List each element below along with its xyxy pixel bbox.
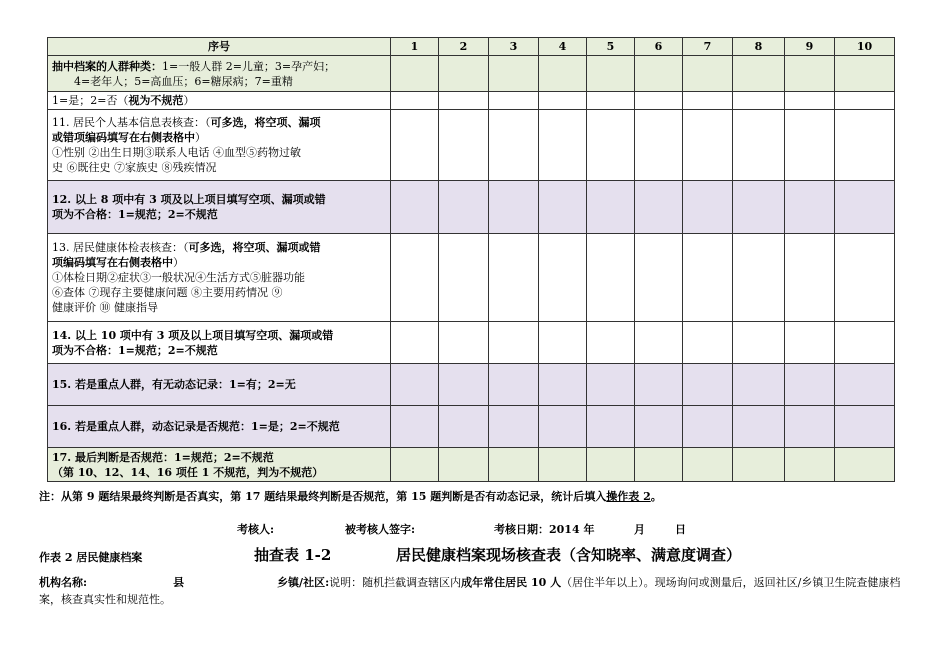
answer-cell-8[interactable] (733, 322, 785, 364)
answer-cell-8[interactable] (733, 181, 785, 234)
answer-cell-3[interactable] (489, 110, 539, 181)
col-header-9: 9 (785, 38, 835, 56)
question-text: 1=一般人群 2=儿童；3=孕产妇； (162, 59, 336, 73)
answer-cell-10[interactable] (835, 56, 895, 92)
answer-cell-5[interactable] (587, 92, 635, 110)
table-row (48, 322, 895, 364)
answer-cell-9[interactable] (785, 92, 835, 110)
question-text: 项编码填写在右侧表格中 (52, 256, 173, 269)
question-text: 17. 最后判断是否规范：1=规范；2=不规范 (52, 450, 274, 464)
answer-cell-4[interactable] (539, 406, 587, 448)
row-question (48, 56, 391, 92)
answer-cell-5[interactable] (587, 181, 635, 234)
row-question (48, 322, 391, 364)
answer-cell-1[interactable] (391, 364, 439, 406)
table-row (48, 92, 895, 110)
answer-cell-6[interactable] (635, 322, 683, 364)
answer-cell-7[interactable] (683, 406, 733, 448)
town-label: 乡镇/社区: (277, 576, 330, 589)
question-line (52, 377, 386, 392)
answer-cell-3[interactable] (489, 406, 539, 448)
question-text: 项为不合格：1=规范；2=不规范 (52, 343, 218, 357)
question-line (52, 130, 386, 145)
answer-cell-1[interactable] (391, 92, 439, 110)
answer-cell-8[interactable] (733, 110, 785, 181)
answer-cell-2[interactable] (439, 406, 489, 448)
answer-cell-1[interactable] (391, 448, 439, 482)
answer-cell-2[interactable] (439, 364, 489, 406)
question-line (52, 93, 386, 108)
table-row (48, 56, 895, 92)
day-label: 日 (675, 523, 686, 536)
org-name-label: 机构名称: (39, 576, 88, 589)
serial-header: 序号 (48, 38, 391, 56)
footnote-text: 注：从第 9 题结果最终判断是否真实，第 17 题结果最终判断是否规范，第 15 题判断是否有动态记录，统计后填入 (39, 490, 607, 503)
question-text: 抽中档案的人群种类： (52, 59, 162, 73)
row-question (48, 448, 391, 482)
answer-cell-4[interactable] (539, 92, 587, 110)
question-text: ） (173, 256, 184, 269)
form-title-row (39, 544, 919, 566)
answer-cell-6[interactable] (635, 364, 683, 406)
answer-cell-8[interactable] (733, 448, 785, 482)
row-question (48, 92, 391, 110)
answer-cell-3[interactable] (489, 181, 539, 234)
header-row (48, 38, 895, 56)
table-row (48, 181, 895, 234)
answer-cell-1[interactable] (391, 56, 439, 92)
operation-table-link[interactable]: 操作表 2 (606, 490, 651, 503)
col-header-5: 5 (587, 38, 635, 56)
answer-cell-6[interactable] (635, 56, 683, 92)
question-line (52, 74, 386, 89)
question-line (52, 255, 386, 270)
form-subtitle: 居民健康档案现场核查表（含知晓率、满意度调查） (396, 546, 742, 564)
instruction-text-1: 说明：随机拦截调查辖区内 (329, 576, 462, 589)
answer-cell-9[interactable] (785, 110, 835, 181)
answer-cell-6[interactable] (635, 92, 683, 110)
answer-cell-10[interactable] (835, 322, 895, 364)
answer-cell-5[interactable] (587, 56, 635, 92)
answer-cell-4[interactable] (539, 56, 587, 92)
table-row (48, 406, 895, 448)
col-header-10: 10 (835, 38, 895, 56)
table-row (48, 234, 895, 322)
answer-cell-3[interactable] (489, 234, 539, 322)
answer-cell-8[interactable] (733, 92, 785, 110)
question-line (52, 160, 386, 175)
answer-cell-6[interactable] (635, 181, 683, 234)
question-text: ①性别 ②出生日期③联系人电话 ④血型⑤药物过敏 (52, 146, 301, 159)
row-question (48, 110, 391, 181)
answer-cell-2[interactable] (439, 322, 489, 364)
answer-cell-4[interactable] (539, 364, 587, 406)
answer-cell-7[interactable] (683, 181, 733, 234)
answer-cell-8[interactable] (733, 234, 785, 322)
answer-cell-7[interactable] (683, 92, 733, 110)
answer-cell-5[interactable] (587, 322, 635, 364)
answer-cell-2[interactable] (439, 448, 489, 482)
col-header-6: 6 (635, 38, 683, 56)
answer-cell-3[interactable] (489, 56, 539, 92)
answer-cell-10[interactable] (835, 92, 895, 110)
question-text: 史 ⑥既往史 ⑦家族史 ⑧残疾情况 (52, 161, 217, 174)
answer-cell-10[interactable] (835, 406, 895, 448)
answer-cell-4[interactable] (539, 110, 587, 181)
question-line (52, 145, 386, 160)
answer-cell-5[interactable] (587, 406, 635, 448)
col-header-3: 3 (489, 38, 539, 56)
question-text: 可多选，将空项、漏项 (210, 116, 321, 129)
question-text: 健康评价 ⑩ 健康指导 (52, 301, 158, 314)
question-text: 4=老年人；5=高血压；6=糖尿病；7=重精 (52, 74, 293, 88)
answer-cell-7[interactable] (683, 322, 733, 364)
question-text: ⑥查体 ⑦现存主要健康问题 ⑧主要用药情况 ⑨ (52, 286, 283, 299)
question-text: （第 10、12、14、16 项任 1 不规范，判为不规范） (52, 465, 324, 479)
question-line (52, 59, 386, 74)
table-row (48, 110, 895, 181)
answer-cell-3[interactable] (489, 92, 539, 110)
question-text: 或错项编码填写在右侧表格中 (52, 131, 195, 144)
question-line (52, 419, 386, 434)
answer-cell-10[interactable] (835, 364, 895, 406)
row-question (48, 234, 391, 322)
exam-date-label: 考核日期：2014 年 (494, 523, 595, 536)
answer-cell-2[interactable] (439, 234, 489, 322)
answer-cell-7[interactable] (683, 234, 733, 322)
question-text: 项为不合格：1=规范；2=不规范 (52, 208, 218, 221)
examiner-label: 考核人: (237, 523, 275, 536)
answer-cell-8[interactable] (733, 56, 785, 92)
question-line (52, 450, 386, 465)
answer-cell-1[interactable] (391, 181, 439, 234)
answer-cell-7[interactable] (683, 110, 733, 181)
col-header-1: 1 (391, 38, 439, 56)
answer-cell-8[interactable] (733, 364, 785, 406)
question-line (52, 343, 386, 358)
month-label: 月 (634, 523, 645, 536)
form-label: 作表 2 居民健康档案 (39, 551, 143, 564)
col-header-7: 7 (683, 38, 733, 56)
answer-cell-1[interactable] (391, 406, 439, 448)
answer-cell-2[interactable] (439, 181, 489, 234)
table-row (48, 448, 895, 482)
question-line (52, 192, 386, 207)
answer-cell-4[interactable] (539, 448, 587, 482)
row-question (48, 181, 391, 234)
examinee-signature-label: 被考核人签字: (345, 523, 416, 536)
county-label: 县 (173, 576, 185, 589)
answer-cell-10[interactable] (835, 110, 895, 181)
answer-cell-9[interactable] (785, 406, 835, 448)
footnote-end: 。 (650, 490, 662, 503)
answer-cell-7[interactable] (683, 56, 733, 92)
question-line (52, 300, 386, 315)
answer-cell-9[interactable] (785, 364, 835, 406)
answer-cell-9[interactable] (785, 181, 835, 234)
question-text: ） (183, 94, 195, 107)
answer-cell-2[interactable] (439, 110, 489, 181)
question-line (52, 207, 386, 222)
answer-cell-3[interactable] (489, 448, 539, 482)
answer-cell-5[interactable] (587, 448, 635, 482)
question-text: 可多选，将空项、漏项或错 (188, 241, 321, 254)
col-header-2: 2 (439, 38, 489, 56)
question-text: 13. 居民健康体检表核查：（ (52, 241, 189, 254)
answer-cell-9[interactable] (785, 56, 835, 92)
answer-cell-4[interactable] (539, 322, 587, 364)
answer-cell-2[interactable] (439, 56, 489, 92)
row-question (48, 364, 391, 406)
col-header-4: 4 (539, 38, 587, 56)
answer-cell-5[interactable] (587, 234, 635, 322)
answer-cell-7[interactable] (683, 448, 733, 482)
question-line (52, 285, 386, 300)
answer-cell-6[interactable] (635, 406, 683, 448)
answer-cell-10[interactable] (835, 234, 895, 322)
question-text: 16. 若是重点人群，动态记录是否规范：1=是；2=不规范 (52, 420, 340, 433)
answer-cell-1[interactable] (391, 110, 439, 181)
question-text: ①体检日期②症状③一般状况④生活方式⑤脏器功能 (52, 271, 305, 284)
question-text: ） (195, 131, 206, 144)
question-text: 11. 居民个人基本信息表核查：（ (52, 116, 211, 129)
answer-cell-3[interactable] (489, 364, 539, 406)
answer-cell-1[interactable] (391, 234, 439, 322)
answer-cell-9[interactable] (785, 448, 835, 482)
answer-cell-2[interactable] (439, 92, 489, 110)
instruction-block (39, 574, 911, 608)
answer-cell-5[interactable] (587, 110, 635, 181)
instruction-text-2: （居住半年以上）。现场询问或测量后，返回社区/乡镇卫生院查健康档案，核查真实性和规范性。 (39, 576, 901, 606)
answer-cell-9[interactable] (785, 234, 835, 322)
answer-cell-7[interactable] (683, 364, 733, 406)
answer-cell-6[interactable] (635, 110, 683, 181)
question-line (52, 465, 386, 480)
answer-cell-6[interactable] (635, 234, 683, 322)
question-text: 12. 以上 8 项中有 3 项及以上项目填写空项、漏项或错 (52, 193, 326, 206)
question-line (52, 328, 386, 343)
question-line (52, 240, 386, 255)
answer-cell-8[interactable] (733, 406, 785, 448)
answer-cell-10[interactable] (835, 181, 895, 234)
answer-cell-10[interactable] (835, 448, 895, 482)
footnote (39, 488, 662, 504)
answer-cell-1[interactable] (391, 322, 439, 364)
answer-cell-4[interactable] (539, 234, 587, 322)
question-text: 14. 以上 10 项中有 3 项及以上项目填写空项、漏项或错 (52, 328, 334, 342)
question-line (52, 270, 386, 285)
question-text: 1=是；2=否（ (52, 94, 129, 107)
col-header-8: 8 (733, 38, 785, 56)
form-title: 抽查表 1-2 (254, 546, 332, 564)
question-text: 15. 若是重点人群，有无动态记录：1=有；2=无 (52, 378, 296, 391)
verification-table (47, 37, 895, 482)
answer-cell-3[interactable] (489, 322, 539, 364)
table-row (48, 364, 895, 406)
answer-cell-9[interactable] (785, 322, 835, 364)
answer-cell-4[interactable] (539, 181, 587, 234)
answer-cell-5[interactable] (587, 364, 635, 406)
question-line (52, 115, 386, 130)
instruction-bold: 成年常住居民 10 人 (461, 576, 562, 589)
row-question (48, 406, 391, 448)
answer-cell-6[interactable] (635, 448, 683, 482)
question-text: 视为不规范 (128, 94, 184, 107)
